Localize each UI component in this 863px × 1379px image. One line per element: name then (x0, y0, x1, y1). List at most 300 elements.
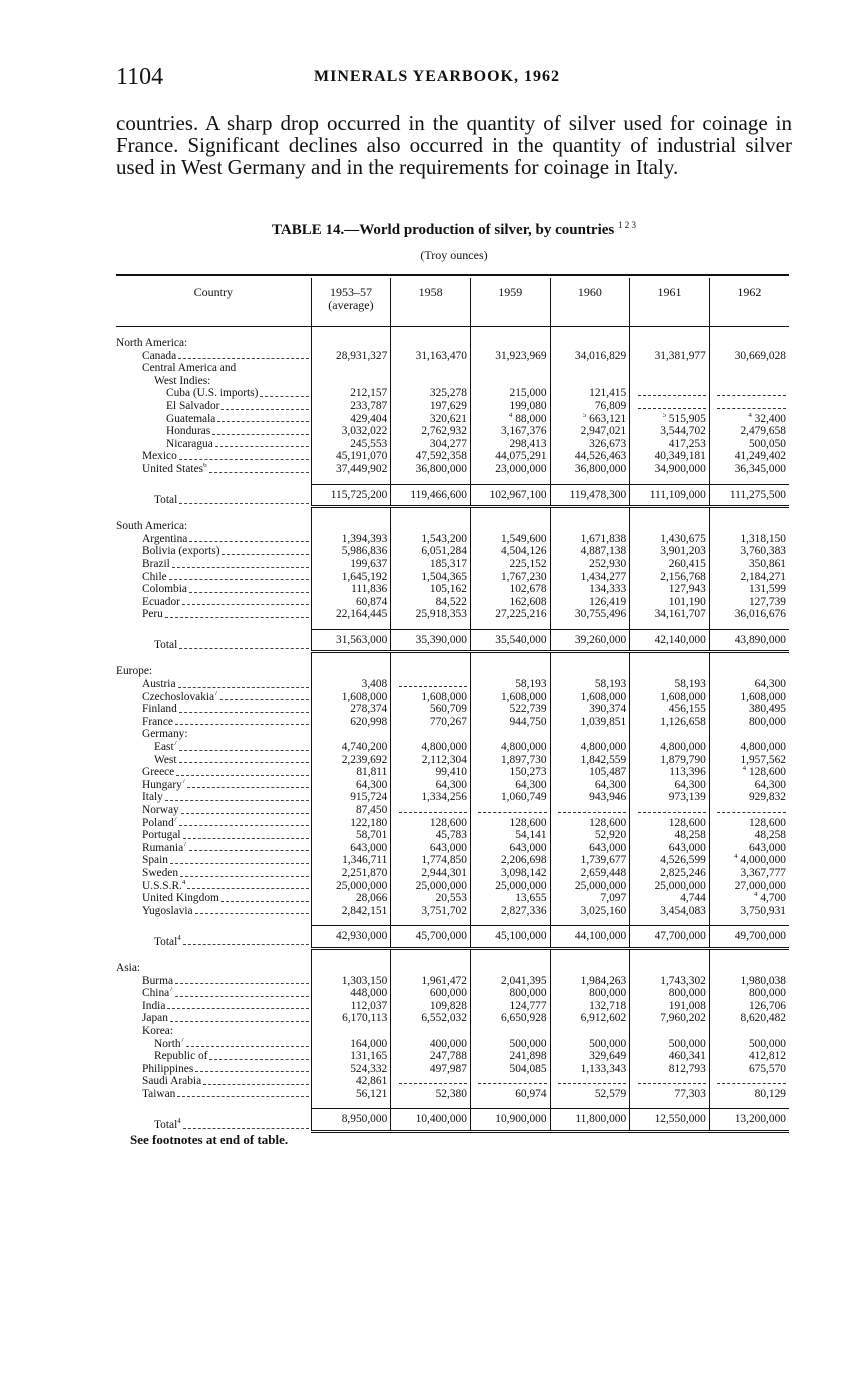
value-cell: 325,278 (391, 387, 471, 400)
value-cell: 643,000 (311, 842, 391, 855)
value-cell (470, 665, 550, 678)
value-cell (391, 1025, 471, 1038)
value-cell: 1,842,559 (550, 754, 630, 767)
value-cell (311, 520, 391, 533)
value-cell: 127,943 (630, 583, 710, 596)
value-cell (470, 804, 550, 817)
country-row-canada (116, 350, 789, 363)
country-label: Total (116, 629, 311, 652)
value-cell: 102,678 (470, 583, 550, 596)
value-cell (470, 1075, 550, 1088)
intro-paragraph: countries. A sharp drop occurred in the quantity of silver used for coinage in France. Significant declines also occurred in the quantity of industrial silver used in West Germany and in the requirements for coinage in Italy. (116, 111, 792, 179)
value-cell: 134,333 (550, 583, 630, 596)
value-cell: 127,739 (709, 596, 789, 609)
value-cell: 6,051,284 (391, 545, 471, 558)
section-title: Europe: (116, 665, 153, 678)
value-cell: 1,608,000 (630, 691, 710, 704)
value-cell: 131,599 (709, 583, 789, 596)
value-cell (550, 337, 630, 350)
value-cell: 105,162 (391, 583, 471, 596)
value-cell (709, 1025, 789, 1038)
value-cell: 298,413 (470, 438, 550, 451)
value-cell: 247,788 (391, 1050, 471, 1063)
value-cell (709, 387, 789, 400)
value-cell (391, 962, 471, 975)
value-cell (709, 400, 789, 413)
value-cell (550, 804, 630, 817)
value-cell: 1,980,038 (709, 975, 789, 988)
value-cell: 812,793 (630, 1063, 710, 1076)
value-cell: 1,303,150 (311, 975, 391, 988)
value-cell: 64,300 (709, 779, 789, 792)
country-row-poland-7 (116, 817, 789, 830)
country-row-honduras (116, 425, 789, 438)
value-cell: 162,608 (470, 596, 550, 609)
value-cell: 4,800,000 (550, 741, 630, 754)
value-cell (630, 362, 710, 375)
country-label: West Indies: (154, 374, 211, 387)
value-cell (550, 1025, 630, 1038)
value-cell: 56,121 (311, 1088, 391, 1101)
value-cell: 252,930 (550, 558, 630, 571)
value-cell: 1,767,230 (470, 571, 550, 584)
country-row-nicaragua (116, 438, 789, 451)
value-cell: 1,608,000 (391, 691, 471, 704)
country-label: Cuba (U.S. imports) (116, 387, 311, 400)
country-label: Austria (116, 678, 311, 691)
value-cell (391, 728, 471, 741)
value-cell: 1,060,749 (470, 791, 550, 804)
value-cell (311, 337, 391, 350)
value-cell: 128,600 (709, 817, 789, 830)
value-cell (550, 520, 630, 533)
section-title: South America: (116, 520, 188, 533)
value-cell: 800,000 (709, 987, 789, 1000)
country-label: India (116, 1000, 311, 1013)
value-cell: 27,000,000 (709, 880, 789, 893)
value-cell: 52,579 (550, 1088, 630, 1101)
value-cell (470, 362, 550, 375)
country-row-peru (116, 608, 789, 621)
value-cell: 241,898 (470, 1050, 550, 1063)
value-cell: 20,553 (391, 892, 471, 905)
value-cell: 1,133,343 (550, 1063, 630, 1076)
spacer-row (116, 652, 789, 666)
value-cell: 36,800,000 (550, 463, 630, 476)
value-cell: 60,974 (470, 1088, 550, 1101)
value-cell: 1,346,711 (311, 854, 391, 867)
value-cell: 30,755,496 (550, 608, 630, 621)
value-cell: 326,673 (550, 438, 630, 451)
value-cell: 504,085 (470, 1063, 550, 1076)
value-cell (391, 665, 471, 678)
value-cell: 48,258 (630, 829, 710, 842)
value-cell (630, 400, 710, 413)
value-cell: 643,000 (550, 842, 630, 855)
country-row-greece (116, 766, 789, 779)
country-row-united-states-6 (116, 463, 789, 476)
country-row-bolivia-exports (116, 545, 789, 558)
value-cell: 915,724 (311, 791, 391, 804)
value-cell: 199,080 (470, 400, 550, 413)
value-cell: 36,016,676 (709, 608, 789, 621)
value-cell: 4,744 (630, 892, 710, 905)
value-cell: $^4$ 128,600 (709, 766, 789, 779)
value-cell: 4,526,599 (630, 854, 710, 867)
value-cell: 119,466,600 (391, 484, 471, 507)
value-cell: 25,000,000 (630, 880, 710, 893)
value-cell: 126,419 (550, 596, 630, 609)
value-cell: 23,000,000 (470, 463, 550, 476)
country-label: Germany: (142, 728, 188, 741)
value-cell: 35,540,000 (470, 629, 550, 652)
value-cell: 1,549,600 (470, 533, 550, 546)
value-cell: 25,000,000 (311, 880, 391, 893)
country-label: Rumania$^7$ (116, 842, 311, 855)
value-cell: 131,165 (311, 1050, 391, 1063)
value-cell: 2,156,768 (630, 571, 710, 584)
section-title: North America: (116, 337, 188, 349)
country-label: Yugoslavia (116, 905, 311, 918)
value-cell: 1,394,393 (311, 533, 391, 546)
value-cell: 212,157 (311, 387, 391, 400)
value-cell: 800,000 (630, 987, 710, 1000)
value-cell: 2,184,271 (709, 571, 789, 584)
country-label: Greece (116, 766, 311, 779)
value-cell: 390,374 (550, 703, 630, 716)
value-cell: 4,504,126 (470, 545, 550, 558)
value-cell: 1,608,000 (311, 691, 391, 704)
value-cell (550, 375, 630, 388)
value-cell (630, 337, 710, 350)
value-cell: 3,750,931 (709, 905, 789, 918)
value-cell: 31,563,000 (311, 629, 391, 652)
country-row-yugoslavia (116, 905, 789, 918)
country-label: Korea: (142, 1024, 173, 1037)
value-cell: 1,608,000 (709, 691, 789, 704)
value-cell (630, 665, 710, 678)
country-label: Honduras (116, 425, 311, 438)
country-row-czechoslovakia-7 (116, 691, 789, 704)
value-cell: 42,861 (311, 1075, 391, 1088)
value-cell: 42,930,000 (311, 926, 391, 949)
value-cell (470, 1025, 550, 1038)
country-label: Guatemala (116, 413, 311, 426)
country-row-chile (116, 571, 789, 584)
country-row-united-kingdom (116, 892, 789, 905)
country-label: Total (116, 484, 311, 507)
country-label: Taiwan (116, 1088, 311, 1101)
value-cell: 109,828 (391, 1000, 471, 1013)
value-cell (311, 665, 391, 678)
total-row (116, 484, 789, 507)
value-cell: 197,629 (391, 400, 471, 413)
country-row-el-salvador (116, 400, 789, 413)
footnote-reference: See footnotes at end of table. (130, 1132, 289, 1147)
value-cell: 944,750 (470, 716, 550, 729)
value-cell: 36,800,000 (391, 463, 471, 476)
country-label: East$^7$ (116, 741, 311, 754)
country-row-hungary-7 (116, 779, 789, 792)
value-cell (550, 362, 630, 375)
value-cell: 1,434,277 (550, 571, 630, 584)
value-cell: 10,400,000 (391, 1109, 471, 1132)
value-cell: 1,334,256 (391, 791, 471, 804)
value-cell: 64,300 (470, 779, 550, 792)
value-cell: 34,900,000 (630, 463, 710, 476)
value-cell: 1,318,150 (709, 533, 789, 546)
value-cell: 122,180 (311, 817, 391, 830)
country-label: Japan (116, 1012, 311, 1025)
value-cell: 3,751,702 (391, 905, 471, 918)
value-cell: 150,273 (470, 766, 550, 779)
value-cell (391, 375, 471, 388)
value-cell: 560,709 (391, 703, 471, 716)
table-header-row (116, 278, 789, 327)
spacer-row (116, 1100, 789, 1109)
value-cell: 80,129 (709, 1088, 789, 1101)
value-cell: 35,390,000 (391, 629, 471, 652)
value-cell: 30,669,028 (709, 350, 789, 363)
value-cell: 43,890,000 (709, 629, 789, 652)
section-heading-row (116, 520, 789, 533)
value-cell: 13,655 (470, 892, 550, 905)
spacer-row (116, 507, 789, 521)
value-cell: 64,300 (311, 779, 391, 792)
value-cell: 58,193 (630, 678, 710, 691)
value-cell: 44,100,000 (550, 926, 630, 949)
value-cell (709, 665, 789, 678)
value-cell: 380,495 (709, 703, 789, 716)
value-cell: 11,800,000 (550, 1109, 630, 1132)
country-row-west-indies (116, 375, 789, 388)
value-cell: 3,408 (311, 678, 391, 691)
value-cell: 500,000 (709, 1038, 789, 1051)
value-cell: 973,139 (630, 791, 710, 804)
country-row-north-7 (116, 1038, 789, 1051)
value-cell: 41,249,402 (709, 450, 789, 463)
value-cell (709, 962, 789, 975)
value-cell: 675,570 (709, 1063, 789, 1076)
value-cell: 456,155 (630, 703, 710, 716)
value-cell: 64,300 (550, 779, 630, 792)
value-cell: 45,783 (391, 829, 471, 842)
value-cell: $^4$ 4,700 (709, 892, 789, 905)
value-cell: 64,300 (630, 779, 710, 792)
value-cell: 1,774,850 (391, 854, 471, 867)
country-label: Saudi Arabia (116, 1075, 311, 1088)
value-cell (550, 1075, 630, 1088)
value-cell: 245,553 (311, 438, 391, 451)
value-cell: 36,345,000 (709, 463, 789, 476)
country-label: France (116, 716, 311, 729)
section-title: Asia: (116, 961, 141, 974)
value-cell: 800,000 (550, 987, 630, 1000)
value-cell: 643,000 (470, 842, 550, 855)
country-row-mexico (116, 450, 789, 463)
country-row-korea (116, 1025, 789, 1038)
value-cell (311, 1025, 391, 1038)
value-cell: 1,543,200 (391, 533, 471, 546)
country-row-china-7 (116, 987, 789, 1000)
country-row-france (116, 716, 789, 729)
value-cell: 105,487 (550, 766, 630, 779)
value-cell (391, 520, 471, 533)
value-cell (709, 728, 789, 741)
value-cell: 643,000 (391, 842, 471, 855)
value-cell: 191,008 (630, 1000, 710, 1013)
value-cell: 620,998 (311, 716, 391, 729)
value-cell: 76,809 (550, 400, 630, 413)
col-header-1953-57 (311, 278, 391, 327)
country-label: Canada (116, 350, 311, 363)
value-cell: 164,000 (311, 1038, 391, 1051)
value-cell: 1,608,000 (470, 691, 550, 704)
value-cell: 800,000 (709, 716, 789, 729)
country-label: Mexico (116, 450, 311, 463)
section-heading-row (116, 337, 789, 350)
value-cell: 260,415 (630, 558, 710, 571)
value-cell: 54,141 (470, 829, 550, 842)
value-cell: 417,253 (630, 438, 710, 451)
value-cell (630, 387, 710, 400)
country-label: Hungary$^7$ (116, 779, 311, 792)
value-cell (630, 804, 710, 817)
value-cell (470, 337, 550, 350)
value-cell: 215,000 (470, 387, 550, 400)
value-cell: 25,000,000 (550, 880, 630, 893)
value-cell: 58,193 (470, 678, 550, 691)
value-cell: 2,206,698 (470, 854, 550, 867)
spacer-row (116, 476, 789, 485)
value-cell: 5,986,836 (311, 545, 391, 558)
value-cell: 225,152 (470, 558, 550, 571)
value-cell: 31,163,470 (391, 350, 471, 363)
value-cell: 3,025,160 (550, 905, 630, 918)
value-cell: 2,239,692 (311, 754, 391, 767)
value-cell (311, 728, 391, 741)
value-cell: 278,374 (311, 703, 391, 716)
value-cell: 128,600 (391, 817, 471, 830)
value-cell: 4,800,000 (630, 741, 710, 754)
value-cell (709, 520, 789, 533)
value-cell: 412,812 (709, 1050, 789, 1063)
country-row-germany (116, 728, 789, 741)
value-cell: 25,918,353 (391, 608, 471, 621)
value-cell: 25,000,000 (391, 880, 471, 893)
value-cell (630, 962, 710, 975)
value-cell: 233,787 (311, 400, 391, 413)
value-cell: 4,800,000 (391, 741, 471, 754)
value-cell: 524,332 (311, 1063, 391, 1076)
country-row-portugal (116, 829, 789, 842)
country-row-brazil (116, 558, 789, 571)
value-cell: $^5$ 515,905 (630, 413, 710, 426)
country-row-west (116, 754, 789, 767)
value-cell: 8,950,000 (311, 1109, 391, 1132)
col-header-1961: 1961 (630, 278, 710, 327)
value-cell: 2,762,932 (391, 425, 471, 438)
value-cell (470, 520, 550, 533)
country-label: West (116, 754, 311, 767)
value-cell: 84,522 (391, 596, 471, 609)
value-cell: 39,260,000 (550, 629, 630, 652)
value-cell: 81,811 (311, 766, 391, 779)
value-cell: 1,957,562 (709, 754, 789, 767)
value-cell: 6,552,032 (391, 1012, 471, 1025)
value-cell (470, 375, 550, 388)
value-cell: 44,526,463 (550, 450, 630, 463)
value-cell: 600,000 (391, 987, 471, 1000)
value-cell: 132,718 (550, 1000, 630, 1013)
value-cell: 3,901,203 (630, 545, 710, 558)
value-cell: 28,066 (311, 892, 391, 905)
value-cell: 943,946 (550, 791, 630, 804)
country-row-spain (116, 854, 789, 867)
value-cell: 111,275,500 (709, 484, 789, 507)
table-body (116, 327, 789, 1132)
value-cell: 4,800,000 (470, 741, 550, 754)
value-cell: 128,600 (470, 817, 550, 830)
value-cell: 2,825,246 (630, 867, 710, 880)
value-cell: 6,170,113 (311, 1012, 391, 1025)
value-cell: 111,109,000 (630, 484, 710, 507)
country-row-u-s-s-r-4 (116, 880, 789, 893)
country-label: Bolivia (exports) (116, 545, 311, 558)
country-label: China$^7$ (116, 987, 311, 1000)
value-cell: 643,000 (630, 842, 710, 855)
value-cell: 25,000,000 (470, 880, 550, 893)
country-label: Brazil (116, 558, 311, 571)
spacer-row (116, 948, 789, 962)
value-cell: 112,037 (311, 1000, 391, 1013)
value-cell (709, 804, 789, 817)
value-cell: 119,478,300 (550, 484, 630, 507)
col-header-1953-57-years: 1953–57 (329, 285, 372, 299)
value-cell: 128,600 (630, 817, 710, 830)
value-cell: 1,504,365 (391, 571, 471, 584)
value-cell: 1,739,677 (550, 854, 630, 867)
value-cell: 320,621 (391, 413, 471, 426)
value-cell: 3,760,383 (709, 545, 789, 558)
value-cell: 124,777 (470, 1000, 550, 1013)
country-row-argentina (116, 533, 789, 546)
country-row-sweden (116, 867, 789, 880)
value-cell: 52,920 (550, 829, 630, 842)
country-row-guatemala (116, 413, 789, 426)
value-cell: 13,200,000 (709, 1109, 789, 1132)
table-title-text: TABLE 14.—World production of silver, by countries (271, 222, 615, 238)
col-header-1962: 1962 (709, 278, 789, 327)
country-label: Central America and (142, 362, 237, 375)
country-label: Czechoslovakia$^7$ (116, 691, 311, 704)
value-cell: 101,190 (630, 596, 710, 609)
value-cell: 48,258 (709, 829, 789, 842)
country-label: Peru (116, 608, 311, 621)
value-cell (391, 804, 471, 817)
value-cell: 2,251,870 (311, 867, 391, 880)
value-cell: 2,112,304 (391, 754, 471, 767)
value-cell: 1,645,192 (311, 571, 391, 584)
total-row (116, 1109, 789, 1132)
country-row-colombia (116, 583, 789, 596)
total-row (116, 629, 789, 652)
country-label: Portugal (116, 829, 311, 842)
value-cell: 3,098,142 (470, 867, 550, 880)
value-cell: 87,450 (311, 804, 391, 817)
value-cell (709, 1075, 789, 1088)
value-cell: 1,743,302 (630, 975, 710, 988)
